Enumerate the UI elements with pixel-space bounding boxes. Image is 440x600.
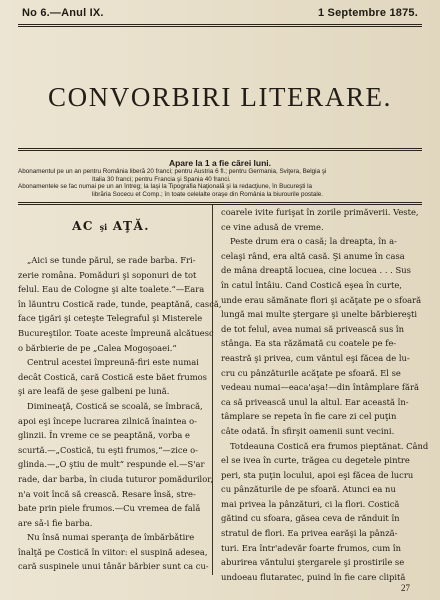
header-rule [18, 24, 422, 25]
text-line: unde erau sămănate flori şi acăţate pe o sfoară [221, 294, 422, 305]
text-line: scurtă.—„Costică, tu eşti frumos,“—zice o- [18, 444, 198, 455]
text-line: cu pânzăturile de pe sfoară. Atunci ea nu [221, 484, 396, 495]
notice-line: Italia 30 franci; pentru Francia şi Spania 40 franci. [92, 175, 231, 183]
text-line: apoi eşi începe lucrarea zilnică înaintea o- [18, 415, 197, 426]
header-rule-double [18, 26, 422, 27]
text-line: decât Costică, cară Costică este băet frumos [18, 371, 207, 382]
publication-frequency: Apare la 1 a fie cărei luni. [168, 158, 272, 168]
right-column [221, 205, 429, 582]
text-line: lungă mai multe ştergare şi unelte bărbiereşti [221, 309, 418, 320]
masthead-rule-double [18, 150, 422, 151]
text-line: felul. Eau de Cologne şi alte toalete.“—Eara [18, 284, 205, 295]
text-line: Centrul acestei împreună-firi este numai [27, 357, 199, 368]
notice-line: Abonamentele se fac numai pe un an întreg; la Iaşi la Tipografia Naţională şi la redacţiune, în Bucureşti la [18, 183, 313, 191]
text-line: celaşi rând, era altă casă. Şi anume în casa [221, 250, 405, 261]
column-divider [212, 205, 213, 575]
text-line: o bărbierie de pe „Calea Mogoşoaei.“ [18, 342, 177, 353]
text-line: Totdeauna Costică era frumos pieptănat. Când [230, 440, 429, 451]
text-line: peri, sta puţin locului, apoi eşi făcea de lucru [221, 469, 414, 480]
notice-line: Abonamentul pe un an pentru România liberă 20 franci; pentru Austria 6 fl.; pentru Germania, Sviţera, Belgia şi [18, 168, 327, 175]
text-line: aburirea văntului ştergarele şi prostirile se [221, 557, 405, 568]
text-line: tâmplare se repeta în fie care zi cel puţin [221, 411, 397, 422]
page-number: 27 [401, 583, 410, 593]
text-line: ca să privească unul la altul. Ear această în- [221, 396, 409, 407]
text-line: stânga. Ea sta răzămată cu coatele pe fe- [221, 338, 397, 349]
text-line: Dimineaţă, Costică se scoală, se îmbracă, [27, 400, 203, 411]
text-line: glinda.—„O ştiu de mult“ respunde el.—S'ar [18, 459, 205, 470]
article-title: AC şi AŢĂ. [72, 219, 150, 233]
text-line: cară suspinele unui tânăr bărbier sunt ca cu- [18, 561, 209, 572]
text-line: rade, dar barba, în ciuda tuturor pomădurilor, [18, 473, 213, 484]
text-line: şi are leafă de şese galbeni pe lună. [18, 386, 170, 397]
text-line: înalţă pe Costică în viitor: el suspină adesea, [18, 546, 208, 557]
issue-date: 1 Septembre 1875. [317, 7, 418, 19]
text-line: de tot felul, avea numai să privească sus în [221, 323, 404, 334]
text-line: de mâna dreaptă locuea, cine locuea . . . Sus [221, 265, 411, 276]
text-line: Bucureştilor. Toate aceste împreună alcătuesc [18, 327, 214, 338]
text-line: stratul de flori. Ea privea earăşi la pânză- [221, 528, 398, 539]
text-line: glinzii. În vreme ce se peaptănă, vorba e [18, 430, 190, 441]
text-line: „Aici se tunde părul, se rade barba. Fri- [27, 255, 196, 265]
text-line: mai privea la pânzături, ci la flori. Costică [221, 498, 400, 509]
issue-number: No 6.—Anul IX. [22, 7, 104, 19]
masthead-rule [18, 148, 422, 149]
text-line: reastră şi privea, cum văntul eşi făcea de lu- [221, 352, 410, 363]
text-line: câte odată. În sfirşit oamenii sunt vecini. [221, 425, 395, 436]
text-line: Nu însă numai speranţa de îmbărbǎtire [27, 532, 195, 543]
text-line: vedeau numai—eaca'aşa!—din întâmplare fără [221, 382, 420, 393]
text-line: are sǎ-i fie barba. [18, 517, 93, 528]
issue-header [22, 7, 418, 19]
text-line: n'a voit încă să crească. Resare însă, stre- [18, 488, 196, 499]
notice-line: librăria Socecu et Comp.; în toate celelalte oraşe din România la biurourile postale. [92, 190, 324, 198]
text-line: Peste drum era o casă; la dreapta, în a- [230, 236, 397, 247]
notice-rule [18, 202, 422, 203]
text-line: zerie româna. Pomăduri şi soponuri de tot [18, 269, 197, 280]
text-line: el se ivea în curte, trăgea cu degetele pintre [221, 455, 410, 466]
text-line: în catul întâiu. Cand Costică eşea în curte, [221, 279, 402, 290]
subscription-notice [18, 168, 422, 198]
masthead-title: CONVORBIRI LITERARE. [48, 82, 392, 112]
text-line: gătind cu sfoara, găsea ceva de rănduit în [221, 513, 400, 524]
text-line: cru cu pânzăturile acăţate pe sfoară. El se [221, 367, 401, 378]
text-line: coarele ivite furişat în zorile primăverii. Veste, [221, 207, 419, 217]
left-column [18, 205, 222, 572]
text-line: bate prin piele frumos.—Cu vremea de falǎ [18, 503, 201, 514]
text-line: undoeau flutaratec, puind în fie care clipită [221, 571, 406, 582]
text-line: face ţigări şi ceteşte Telegraful şi Misterele [18, 313, 203, 324]
text-line: în lăuntru Costică rade, tunde, peaptănă, cască, [18, 298, 222, 309]
text-line: ce vine adusă de vreme. [221, 221, 324, 232]
text-line: turi. Era într'adevăr foarte frumos, cum în [221, 542, 401, 553]
